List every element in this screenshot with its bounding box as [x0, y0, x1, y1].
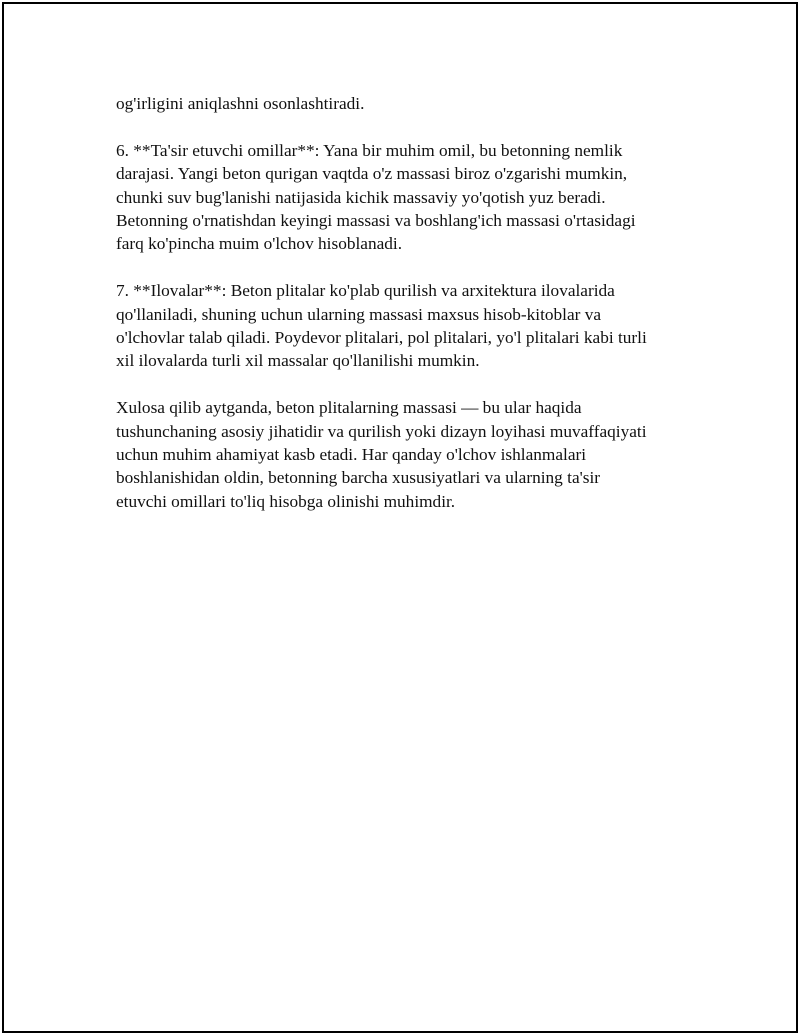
paragraph-continuation [116, 92, 696, 115]
text-line: darajasi. Yangi beton qurigan vaqtda o'z massasi biroz o'zgarishi mumkin, [116, 164, 628, 184]
text-line: farq ko'pincha muim o'lchov hisoblanadi. [116, 234, 403, 254]
text-line: 6. **Ta'sir etuvchi omillar**: Yana bir muhim omil, bu betonning nemlik [116, 140, 623, 160]
text-line: Xulosa qilib aytganda, beton plitalarning massasi — bu ular haqida [116, 398, 582, 418]
paragraph-conclusion [116, 396, 696, 513]
paragraph-applications [116, 279, 696, 373]
text-line: chunki suv bug'lanishi natijasida kichik massaviy yo'qotish yuz beradi. [116, 187, 606, 207]
text-line: xil ilovalarda turli xil massalar qo'llanilishi mumkin. [116, 351, 480, 371]
text-line: o'lchovlar talab qiladi. Poydevor plitalari, pol plitalari, yo'l plitalari kabi turli [116, 328, 647, 348]
text-line: qo'llaniladi, shuning uchun ularning massasi maxsus hisob-kitoblar va [116, 304, 602, 324]
text-line: boshlanishidan oldin, betonning barcha xususiyatlari va ularning ta'sir [116, 468, 601, 488]
text-line: tushunchaning asosiy jihatidir va qurilish yoki dizayn loyihasi muvaffaqiyati [116, 421, 647, 441]
document-body [116, 92, 696, 537]
text-line: uchun muhim ahamiyat kasb etadi. Har qanday o'lchov ishlanmalari [116, 445, 587, 465]
text-line: 7. **Ilovalar**: Beton plitalar ko'plab qurilish va arxitektura ilovalarida [116, 281, 615, 301]
text-line: Betonning o'rnatishdan keyingi massasi va boshlang'ich massasi o'rtasidagi [116, 211, 636, 231]
text-line: og'irligini aniqlashni osonlashtiradi. [116, 94, 365, 113]
paragraph-influencing-factors [116, 139, 696, 256]
text-line: etuvchi omillari to'liq hisobga olinishi muhimdir. [116, 491, 456, 511]
